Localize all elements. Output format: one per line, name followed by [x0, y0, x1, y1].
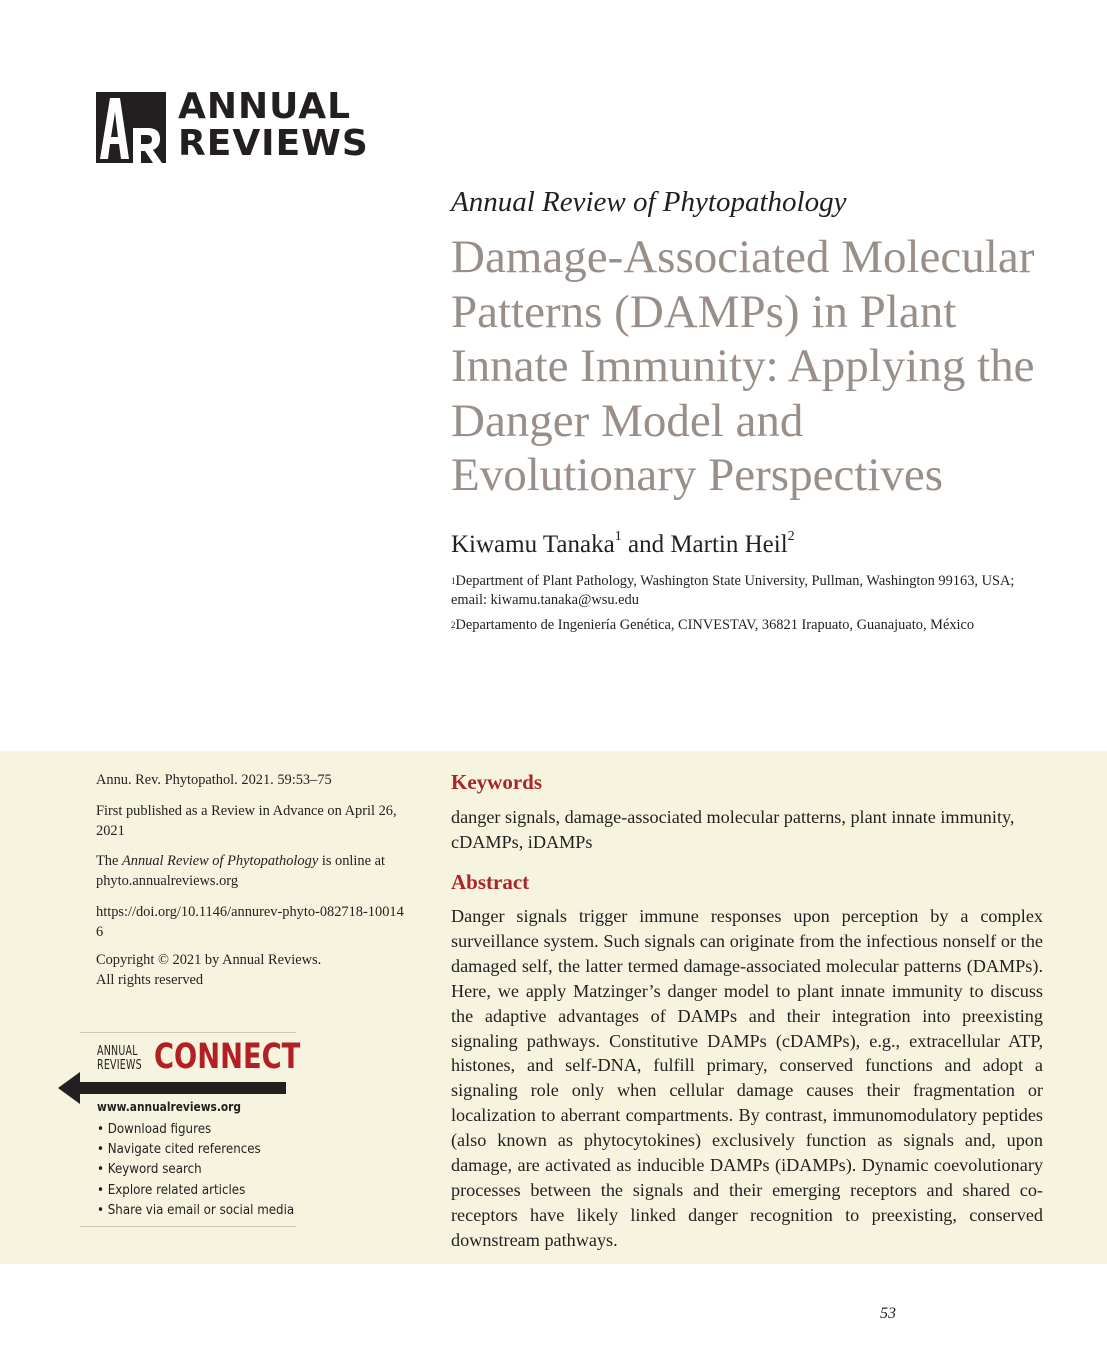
- abstract-text: Danger signals trigger immune responses upon perception by a complex surveillance system. Such signals can originate from the infectious nonself or the damaged self, the latter termed damage-associated molecular patterns (DAMPs). Here, we apply Matzinger’s danger model to plant innate immunity to discuss the adaptive advantages of DAMPs and their integration into preexisting signaling pathways. Constitutive DAMPs (cDAMPs), e.g., extracellular ATP, histones, and self-DNA, fulfill primary, conserved functions and adopt a signaling role only when cellular damage causes their fragmentation or localization to aberrant compartments. By contrast, immunomodulatory peptides (also known as phytocytokines) exclusively function as signals and, upon damage, are activated as inducible DAMPs (iDAMPs). Dynamic coevolutionary processes between the signals and their emerging receptors and shared co-receptors have likely linked danger recognition to preexisting, conserved downstream pathways.: [451, 906, 1043, 1250]
- page-number: 53: [880, 1305, 896, 1322]
- affiliation-text: Departamento de Ingeniería Genética, CINVESTAV, 36821 Irapuato, Guanajuato, México: [455, 617, 975, 633]
- list-item: • Explore related articles: [97, 1182, 246, 1198]
- connect-url[interactable]: www.annualreviews.org: [97, 1099, 242, 1114]
- annual-reviews-logo: [96, 86, 376, 164]
- author-affil-marker: 1: [614, 529, 622, 544]
- online-suffix: is online at phyto.annualreviews.org: [96, 853, 385, 889]
- abstract-heading: Abstract: [451, 870, 530, 894]
- connect-brand: [97, 1044, 142, 1072]
- affiliation-text: Department of Plant Pathology, Washington State University, Pullman, Washington 99163, USA; email: kiwamu.tanaka@wsu.edu: [451, 573, 1015, 608]
- annual-reviews-connect-box: [80, 1032, 301, 1227]
- copyright: [96, 951, 406, 990]
- affiliation-marker: 2: [451, 620, 456, 630]
- journal-name: Annual Review of Phytopathology: [451, 186, 847, 218]
- affiliation: [451, 572, 1051, 610]
- article-title: [451, 230, 1091, 503]
- divider: [80, 1032, 296, 1033]
- list-item: • Keyword search: [97, 1162, 202, 1178]
- logo-line-reviews: REVIEWS: [178, 123, 369, 164]
- connect-reviews-label: REVIEWS: [97, 1057, 142, 1073]
- author-name: Kiwamu Tanaka: [451, 531, 615, 558]
- connect-word: CONNECT: [154, 1037, 301, 1077]
- title-line: Evolutionary Perspectives: [451, 449, 944, 501]
- author-name: Martin Heil: [670, 531, 788, 558]
- keywords-text: danger signals, damage-associated molecular patterns, plant innate immunity, cDAMPs, iDAMPs: [451, 807, 1015, 852]
- publication-date: First published as a Review in Advance on April 26, 2021: [96, 803, 397, 839]
- affiliation: [451, 616, 1051, 635]
- keywords-heading: Keywords: [451, 770, 542, 794]
- divider: [80, 1226, 296, 1227]
- list-item: • Download figures: [97, 1122, 212, 1137]
- copyright-line: All rights reserved: [96, 971, 204, 988]
- connect-annual-label: ANNUAL: [97, 1043, 138, 1059]
- affiliation-marker: 1: [451, 576, 456, 586]
- title-line: Innate Immunity: Applying the: [451, 340, 1035, 392]
- list-item: • Share via email or social media: [97, 1202, 295, 1218]
- title-line: Patterns (DAMPs) in Plant: [451, 285, 957, 338]
- connect-feature-list: [97, 1120, 316, 1221]
- logo-line-annual: ANNUAL: [178, 86, 352, 127]
- author-joiner: and: [621, 531, 671, 558]
- title-line: Damage-Associated Molecular: [451, 231, 1035, 283]
- title-line: Danger Model and: [451, 394, 804, 447]
- online-journal: Annual Review of Phytopathology: [121, 853, 319, 869]
- author-affil-marker: 2: [787, 529, 795, 544]
- copyright-line: Copyright © 2021 by Annual Reviews.: [96, 952, 322, 968]
- authors: [451, 531, 795, 559]
- ar-monogram-icon: [96, 92, 166, 163]
- citation: Annu. Rev. Phytopathol. 2021. 59:53–75: [96, 772, 332, 788]
- online-prefix: The: [96, 853, 122, 869]
- online-note: [96, 852, 406, 891]
- doi-link[interactable]: https://doi.org/10.1146/annurev-phyto-082718-100146: [96, 904, 404, 940]
- logo-wordmark: [178, 88, 369, 162]
- list-item: • Navigate cited references: [97, 1142, 261, 1158]
